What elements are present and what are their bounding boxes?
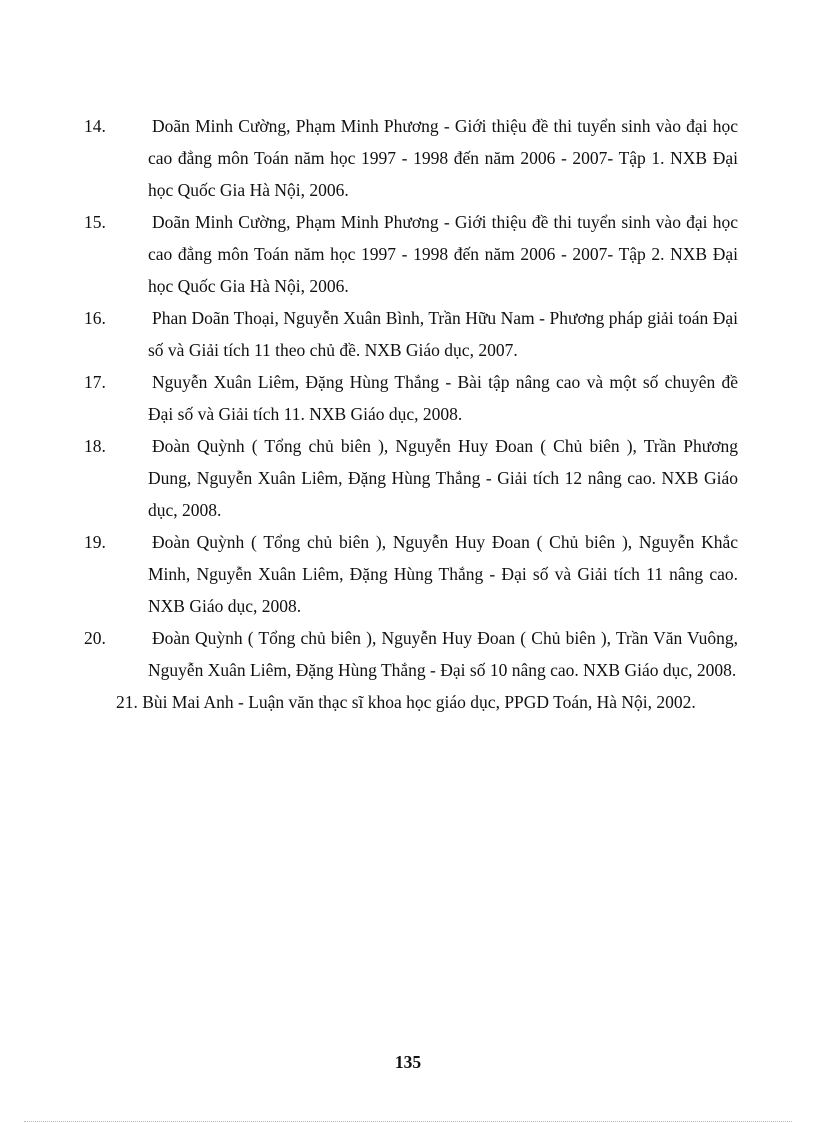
reference-number: 19.: [84, 532, 106, 552]
reference-text: Đoàn Quỳnh ( Tổng chủ biên ), Nguyễn Huy Đoan ( Chủ biên ), Trần Phương Dung, Nguyễn Xuân Liêm, Đặng Hùng Thắng - Giải tích 12 nâng cao. NXB Giáo dục, 2008.: [148, 436, 738, 520]
reference-item: [84, 206, 738, 302]
reference-text: Doãn Minh Cường, Phạm Minh Phương - Giới thiệu đề thi tuyển sinh vào đại học cao đẳng môn Toán năm học 1997 - 1998 đến năm 2006 - 2007- Tập 1. NXB Đại học Quốc Gia Hà Nội, 2006.: [148, 116, 738, 200]
reference-text: Đoàn Quỳnh ( Tổng chủ biên ), Nguyễn Huy Đoan ( Chủ biên ), Nguyễn Khắc Minh, Nguyễn Xuân Liêm, Đặng Hùng Thắng - Đại số và Giải tích 11 nâng cao. NXB Giáo dục, 2008.: [148, 532, 738, 616]
reference-number: 21.: [116, 692, 138, 712]
reference-item: [84, 430, 738, 526]
reference-number: 17.: [84, 372, 106, 392]
reference-number: 18.: [84, 436, 106, 456]
reference-text: Bùi Mai Anh - Luận văn thạc sĩ khoa học giáo dục, PPGD Toán, Hà Nội, 2002.: [142, 692, 696, 712]
reference-number: 20.: [84, 628, 106, 648]
reference-text: Doãn Minh Cường, Phạm Minh Phương - Giới thiệu đề thi tuyển sinh vào đại học cao đẳng môn Toán năm học 1997 - 1998 đến năm 2006 - 2007- Tập 2. NXB Đại học Quốc Gia Hà Nội, 2006.: [148, 212, 738, 296]
reference-number: 16.: [84, 308, 106, 328]
reference-item: [116, 686, 738, 718]
reference-text: Nguyễn Xuân Liêm, Đặng Hùng Thắng - Bài tập nâng cao và một số chuyên đề Đại số và Giải tích 11. NXB Giáo dục, 2008.: [148, 372, 738, 424]
reference-list: [84, 110, 738, 718]
reference-item: [84, 526, 738, 622]
reference-number: 14.: [84, 116, 106, 136]
reference-text: Đoàn Quỳnh ( Tổng chủ biên ), Nguyễn Huy Đoan ( Chủ biên ), Trần Văn Vuông, Nguyễn Xuân Liêm, Đặng Hùng Thắng - Đại số 10 nâng cao. NXB Giáo dục, 2008.: [148, 628, 738, 680]
page-bottom-divider: [24, 1121, 792, 1122]
reference-item: [84, 302, 738, 366]
reference-text: Phan Doãn Thoại, Nguyễn Xuân Bình, Trần Hữu Nam - Phương pháp giải toán Đại số và Giải tích 11 theo chủ đề. NXB Giáo dục, 2007.: [148, 308, 738, 360]
reference-item: [84, 366, 738, 430]
page-number: 135: [394, 1052, 422, 1072]
reference-number: 15.: [84, 212, 106, 232]
reference-item: [84, 622, 738, 686]
reference-item: [84, 110, 738, 206]
